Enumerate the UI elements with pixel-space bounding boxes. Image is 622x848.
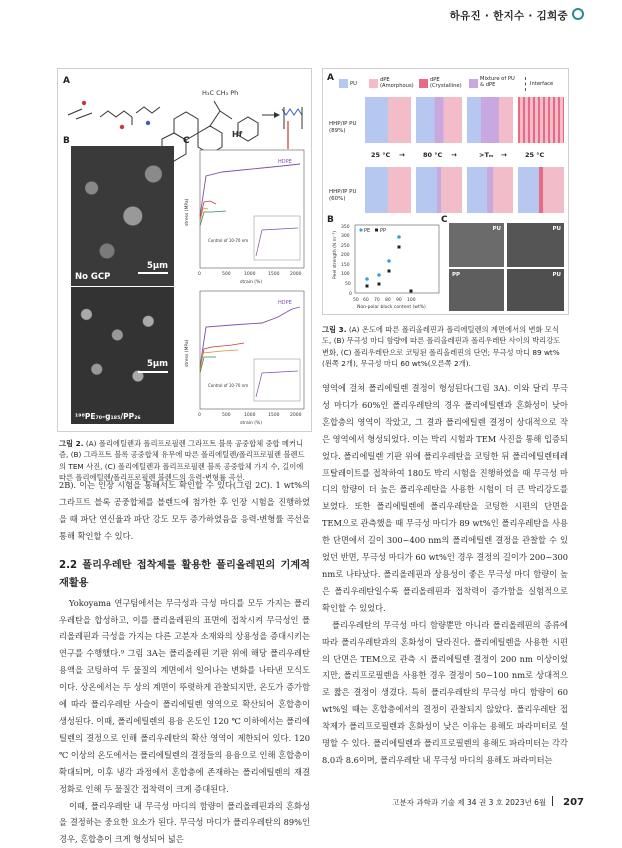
sem-label-4: PU [553, 272, 562, 278]
page-authors [450, 8, 584, 23]
svg-text:Control of 10-70 nm: Control of 10-70 nm [208, 383, 248, 388]
sem-image-4 [507, 269, 564, 311]
svg-text:H₃C CH₃ Ph: H₃C CH₃ Ph [202, 89, 238, 97]
authors-text: 하유진 · 한지수 · 김희중 [450, 10, 568, 22]
figure-2 [57, 68, 312, 432]
svg-text:Control of 10-70 nm: Control of 10-70 nm [208, 238, 248, 243]
legend-mixture-swatch [469, 79, 478, 88]
scale-bar-label-top: 5μm [147, 261, 168, 271]
legend-mixture-label: Mixture of PU & dPE [480, 76, 520, 88]
svg-text:1500: 1500 [268, 412, 280, 418]
stress-strain-chart-top [182, 146, 308, 286]
svg-text:1000: 1000 [244, 271, 256, 277]
svg-text:stress (MPa): stress (MPa) [184, 198, 190, 226]
svg-text:2000: 2000 [290, 271, 302, 277]
left-paragraph-2: Yokoyama 연구팀에서는 무극성과 극성 마디를 모두 가지는 폴리우레탄을 합성하고, 이를 폴리올레핀의 표면에 접착시켜 무극성인 폴리올레핀과 극성을 가지는 다른 고분자 소재와의 상용성을 증대시키는 연구를 수행했다.⁹ 그림 3A는 폴리올레핀 기판 위에 해당 폴리우레탄 용액을 코팅하여 두 물질의 계면에서 일어나는 변화를 나타낸 모식도이다. 상온에서는 두 상의 계면이 뚜렷하게 관찰되지만, 온도가 증가함에 따라 폴리우레탄 사슬이 폴리에틸렌 영역으로 확산되어 혼합층이 생성된다. 이때, 폴리에틸렌의 용융 온도인 120 ℃ 이하에서는 폴리에틸렌의 결정으로 인해 폴리우레탄의 확산 영역이 제한되어 있다. 120 ℃ 이상의 온도에서는 폴리에틸렌의 결정들의 용융으로 인해 혼합층이 확대되며, 이후 냉각 과정에서 혼합층에 존재하는 폴리에틸렌의 재결정화로 인해 두 물질간 접착력이 크게 증대된다. [59, 595, 310, 798]
svg-text:60: 60 [363, 297, 369, 303]
section-heading-2-2: 2.2 폴리우레탄 접착제를 활용한 폴리올레핀의 기계적 재활용 [59, 557, 310, 593]
svg-text:80: 80 [385, 297, 391, 303]
schematic-2-1 [365, 167, 411, 213]
scale-bar-bottom [138, 371, 168, 373]
svg-text:50: 50 [353, 297, 359, 303]
temp-label-3: >Tₘ [479, 151, 493, 159]
svg-text:200: 200 [341, 252, 350, 258]
schematic-2-2 [416, 167, 462, 213]
left-paragraph-1: 2B). 이는 인장 시험을 통해서도 확인할 수 있다(그림 2C). 1 wt%의 그라프트 블록 공중합체를 블렌드에 첨가한 후 인장 시험을 진행하였을 때 파단 연신율과 파단 강도 모두 증가하였음을 응력-변형률 곡선을 통해 확인할 수 있다. [59, 477, 310, 545]
svg-text:250: 250 [341, 243, 350, 249]
row-2-label: HHP/IP PU (60%) [329, 189, 361, 203]
sem-label-3: PP [452, 272, 460, 278]
svg-text:70: 70 [374, 297, 380, 303]
legend-interface-label: Interface [530, 81, 553, 87]
schematic-row-2 [365, 167, 565, 213]
svg-text:100: 100 [407, 297, 416, 303]
figure-3-legend [339, 75, 565, 97]
schematic-2-4 [518, 167, 564, 213]
peel-strength-chart [331, 219, 443, 311]
label-polymer: ¹⁹⁸PE₇₀-g₁₈₅/PP₂₆ [75, 412, 141, 421]
svg-text:strain (%): strain (%) [240, 279, 262, 285]
figure-3-caption-title: 그림 3. [322, 325, 347, 334]
journal-info: 고분자 과학과 기술 제 34 권 3 호 2023년 6월 [392, 798, 546, 807]
figure-3 [322, 68, 569, 315]
figure-2-caption-text: (A) 폴리에틸렌과 폴리프로필렌 그라프트 블록 공중합체 중합 메커니즘, (B) 그라프트 블록 공중합체 유무에 따른 폴리에틸렌/폴리프로필렌 블렌드의 TEM 사진, (C) 폴리에틸렌과 폴리프로필렌 블록 공중합체 가지 수, 길이에 따른 폴리에틸렌/폴리프로필렌 블렌드의 응력-변형률 곡선. [59, 439, 305, 482]
legend-pu-label: PU [350, 81, 357, 87]
svg-text:50: 50 [345, 281, 351, 287]
arrow-right-icon: → [399, 151, 405, 159]
svg-text:PP: PP [380, 228, 386, 234]
temperature-row [365, 151, 565, 163]
figure-3-caption [322, 324, 568, 370]
scale-bar-label-bottom: 5μm [147, 359, 168, 369]
temp-label-1: 25 °C [371, 151, 390, 159]
svg-text:2000: 2000 [290, 412, 302, 418]
svg-text:Hf: Hf [232, 130, 243, 139]
schematic-1-3 [467, 97, 513, 143]
sem-image-3 [449, 269, 504, 311]
svg-text:500: 500 [222, 412, 231, 418]
footer-divider [552, 796, 553, 806]
left-paragraph-3: 이때, 폴리우레탄 내 무극성 마디의 함량이 폴리올레핀과의 혼화성을 결정하는 중요한 요소가 된다. 무극성 마디가 폴리우레탄의 89%인 경우, 혼합층이 크게 형성되어 넓은 [59, 798, 310, 848]
svg-text:350: 350 [341, 224, 350, 230]
tem-micrograph-with-gcp [71, 287, 174, 424]
legend-dpe-crystalline-label: dPE (Crystalline) [430, 77, 464, 89]
figure-3-panel-c-label: C [441, 215, 448, 225]
svg-text:0: 0 [349, 291, 352, 297]
temp-label-2: 80 °C [423, 151, 442, 159]
svg-text:PE: PE [364, 228, 370, 234]
svg-text:500: 500 [222, 271, 231, 277]
chart-top-legend: HDPE [278, 159, 292, 165]
figure-2-panel-b-label: B [63, 136, 70, 146]
figure-3-panel-b-label: B [327, 215, 334, 225]
schematic-1-2 [416, 97, 462, 143]
left-column-body [59, 477, 310, 848]
schematic-row-1 [365, 97, 565, 143]
schematic-1-4 [518, 97, 564, 143]
svg-text:strain (%): strain (%) [240, 420, 262, 426]
legend-dpe-amorphous-label: dPE (Amorphous) [380, 77, 414, 89]
svg-text:100: 100 [341, 271, 350, 277]
chart-bottom-legend: HDPE [278, 300, 292, 306]
circle-bullet-icon [572, 8, 584, 20]
row-1-label: HHP/IP PU (89%) [329, 121, 361, 135]
arrow-right-icon: → [451, 151, 457, 159]
svg-text:0: 0 [198, 271, 201, 277]
sem-image-2 [507, 223, 564, 267]
svg-text:90: 90 [396, 297, 402, 303]
schematic-1-1 [365, 97, 411, 143]
svg-text:0: 0 [198, 412, 201, 418]
svg-text:1000: 1000 [244, 412, 256, 418]
svg-text:1500: 1500 [268, 271, 280, 277]
figure-2-caption-title: 그림 2. [59, 439, 84, 448]
sem-label-2: PU [553, 226, 562, 232]
page-number: 207 [563, 797, 584, 808]
figure-2-panel-c-label: C [183, 136, 190, 146]
legend-pu-swatch [339, 79, 348, 88]
legend-dpe-amorphous-swatch [369, 79, 378, 88]
right-paragraph-1: 영역에 걸쳐 폴리에틸렌 결정이 형성된다(그림 3A). 이와 달리 무극성 마디가 60%인 폴리우레탄의 경우 폴리에틸렌과 혼화성이 낮아 혼합층의 영역이 작았고, 그 결과 폴리에틸렌 결정이 상대적으로 작은 영역에서 형성되었다. 이는 박리 시험과 TEM 사진을 통해 입증되었다. 폴리에틸렌 기판 위에 폴리우레탄을 코팅한 뒤 폴리에틸렌테레프탈레이트를 접착하여 180도 박리 시험을 진행하였을 때 무극성 마디의 함량이 더 높은 폴리우레탄을 사용한 시험이 더 큰 박리강도를 보였다. 또한 폴리에틸렌에 폴리우레탄을 코팅한 시편의 단면을 TEM으로 관측했을 때 무극성 마디가 89 wt%인 폴리우레탄을 사용한 단면에서 길이 300~400 nm의 폴리에틸렌 결정을 관찰할 수 있었던 반면, 무극성 마디가 60 wt%인 경우 결정의 길이가 200~300 nm로 나타났다. 폴리올레핀과 상용성이 좋은 무극성 마디 함량이 높은 폴리우레탄일수록 폴리올레핀과 접착력이 증가함을 실험적으로 확인할 수 있었다. [322, 380, 568, 617]
svg-text:300: 300 [341, 233, 350, 239]
legend-interface-swatch [525, 77, 527, 91]
svg-text:stress (MPa): stress (MPa) [184, 339, 190, 367]
right-column-body [322, 380, 568, 769]
figure-2-panel-a-label: A [63, 76, 70, 86]
figure-3-panel-a-label: A [327, 73, 334, 83]
svg-text:150: 150 [341, 262, 350, 268]
sem-label-1: PU [493, 226, 502, 232]
tem-micrograph-no-gcp [71, 146, 174, 286]
stress-strain-chart-bottom [182, 287, 308, 427]
legend-dpe-crystalline-swatch [419, 79, 428, 88]
sem-image-1 [449, 223, 504, 267]
scale-bar-top [138, 272, 168, 274]
arrow-right-icon: → [501, 151, 507, 159]
peel-chart-ylabel: Peel strength (N m⁻¹) [332, 231, 338, 279]
right-paragraph-2: 폴리우레탄의 무극성 마디 함량뿐만 아니라 폴리올레핀의 종류에 따라 폴리우레탄과의 혼화성이 달라진다. 폴리에틸렌을 사용한 시편의 단면은 TEM으로 관측 시 폴리에틸렌 결정이 200 nm 이상이었지만, 폴리프로필렌을 사용한 경우 결정이 50~100 nm로 상대적으로 짧은 결정이 생겼다. 특히 폴리우레탄의 무극성 마디 함량이 60 wt%일 때는 혼합층에서의 결정이 관찰되지 않았다. 폴리우레탄 접착제가 폴리프로필렌과 혼화성이 낮은 이유는 용해도 파라미터로 설명할 수 있다. 폴리에틸렌과 폴리프로필렌의 용해도 파라미터는 각각 8.0과 8.6이며, 폴리우레탄 내 무극성 마디의 용해도 파라미터는 [322, 617, 568, 769]
label-no-gcp: No GCP [75, 272, 110, 282]
peel-chart-xlabel: Non-polar block content (wt%) [357, 304, 426, 310]
figure-3-caption-text: (A) 온도에 따른 폴리올레핀과 폴리에틸렌의 계면에서의 변화 모식도, (B) 무극성 마디 함량에 따른 폴리올레핀과 폴리우레탄 사이의 박리강도 변화, (C) 폴리우레탄으로 코팅된 폴리올레핀의 단면; 무극성 마디 89 wt%(왼쪽 2개), 무극성 마디 60 wt%(오른쪽 2개). [322, 325, 560, 368]
schematic-2-3 [467, 167, 513, 213]
temp-label-4: 25 °C [525, 151, 544, 159]
page-footer [392, 796, 584, 808]
